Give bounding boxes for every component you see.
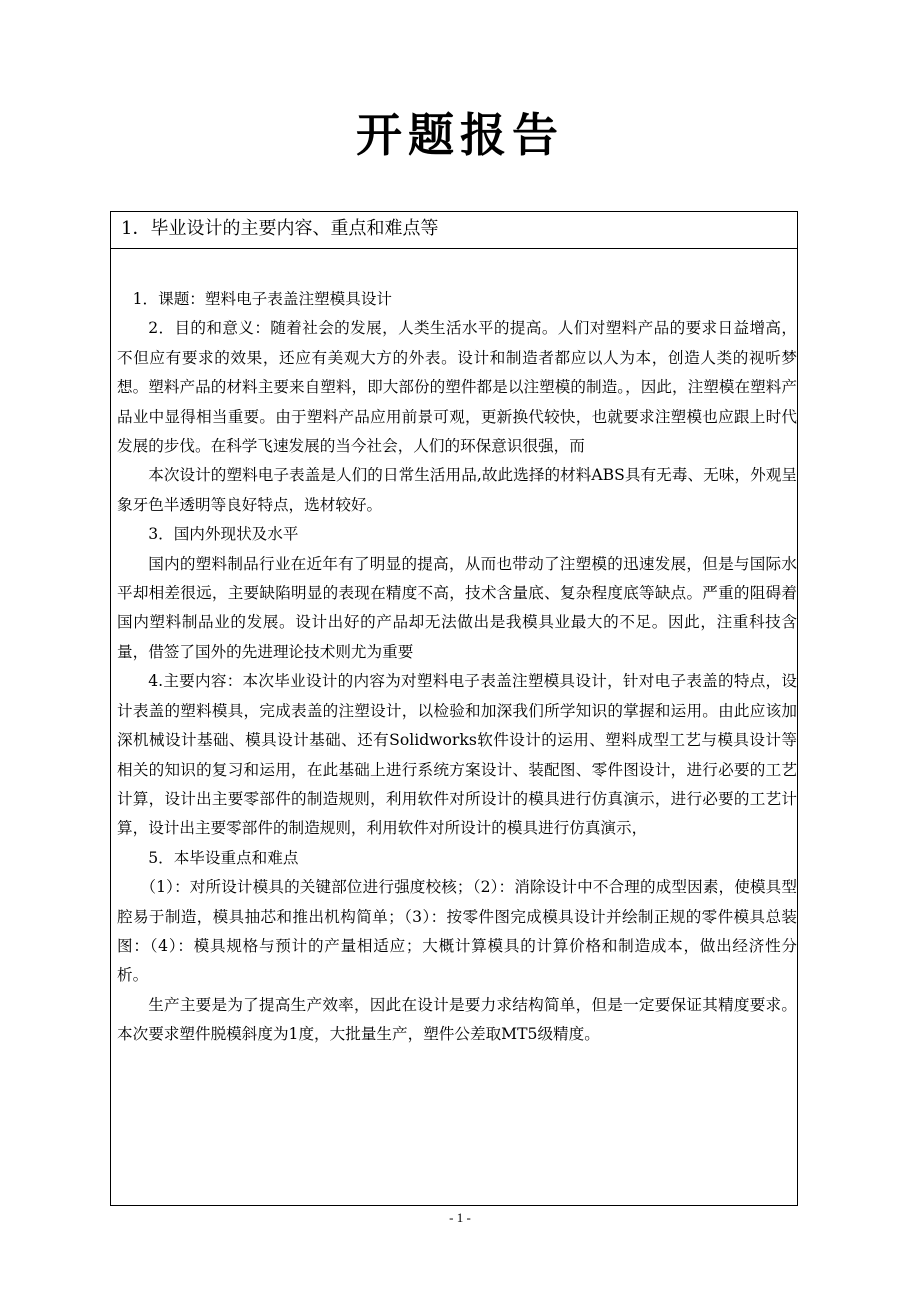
paragraph-production: 生产主要是为了提高生产效率，因此在设计是要力求结构简单，但是一定要保证其精度要求。本次要求塑件脱模斜度为1度，大批量生产，塑件公差取MT5级精度。 (117, 995, 797, 1044)
document-title: 开题报告 (356, 108, 564, 162)
paragraph-key-points: （1）：对所设计模具的关键部位进行强度校核；（2）：消除设计中不合理的成型因素，使模具型腔易于制造，模具抽芯和推出机构简单；（3）：按零件图完成模具设计并绘制正规的零件模具总装图：（4）：模具规格与预计的产量相适应；大概计算模具的计算价格和制造成本，做出经济性分析。 (117, 878, 797, 985)
paragraph-topic: 1．课题：塑料电子表盖注塑模具设计 (132, 290, 393, 308)
paragraph-status: 国内的塑料制品行业在近年有了明显的提高，从而也带动了注塑模的迅速发展，但是与国际水平却相差很远，主要缺陷明显的表现在精度不高，技术含量底、复杂程度底等缺点。严重的阻碍着国内塑料制品业的发展。设计出好的产品却无法做出是我模具业最大的不足。因此，注重科技含量，借签了国外的先进理论技术则尤为重要 (117, 554, 797, 661)
paragraph-material: 本次设计的塑料电子表盖是人们的日常生活用品,故此选择的材料ABS具有无毒、无味，外观呈象牙色半透明等良好特点，选材较好。 (117, 466, 797, 514)
section-body (111, 249, 797, 1050)
content-table (110, 211, 798, 1206)
paragraph-key-points-heading: 5．本毕设重点和难点 (148, 848, 299, 867)
section-heading: 1．毕业设计的主要内容、重点和难点等 (111, 212, 797, 249)
page-number: - 1 - (449, 1210, 471, 1225)
paragraph-main-content: 4.主要内容：本次毕业设计的内容为对塑料电子表盖注塑模具设计，针对电子表盖的特点，设计表盖的塑料模具，完成表盖的注塑设计，以检验和加深我们所学知识的掌握和运用。由此应该加深机械设计基础、模具设计基础、还有Solidworks软件设计的运用、塑料成型工艺与模具设计等相关的知识的复习和运用，在此基础上进行系统方案设计、装配图、零件图设计，进行必要的工艺计算，设计出主要零部件的制造规则，利用软件对所设计的模具进行仿真演示，进行必要的工艺计算，设计出主要零部件的制造规则，利用软件对所设计的模具进行仿真演示， (117, 672, 797, 838)
paragraph-purpose: 2．目的和意义：随着社会的发展，人类生活水平的提高。人们对塑料产品的要求日益增高，不但应有要求的效果，还应有美观大方的外表。设计和制造者都应以人为本，创造人类的视听梦想。塑料产品的材料主要来自塑料，即大部份的塑件都是以注塑模的制造。，因此，注塑模在塑料产品业中显得相当重要。由于塑料产品应用前景可观，更新换代较快，也就要求注塑模也应跟上时代发展的步伐。在科学飞速发展的当今社会，人们的环保意识很强，而 (117, 319, 797, 456)
paragraph-status-heading: 3．国内外现状及水平 (148, 525, 299, 544)
